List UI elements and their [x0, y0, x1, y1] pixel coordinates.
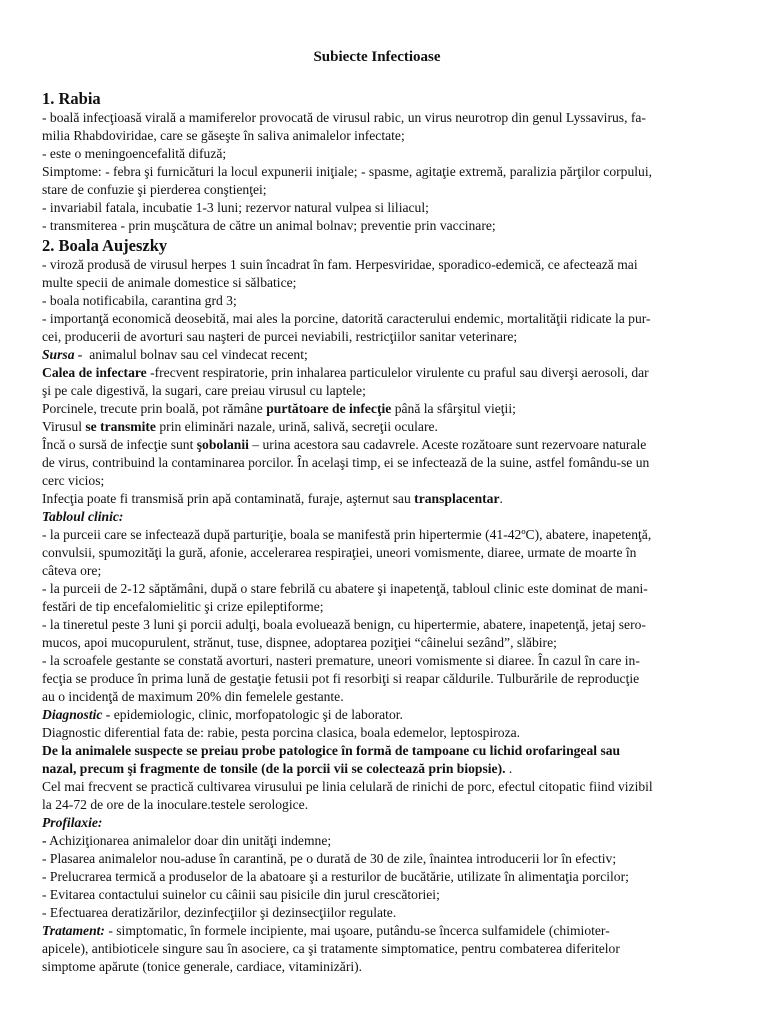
- text-line: - la scroafele gestante se constată avorturi, nasteri premature, uneori vomismente si diaree. În cazul în care in-: [42, 653, 640, 668]
- text-line: - viroză produsă de virusul herpes 1 suin încadrat în fam. Herpesviridae, sporadico-edemică, ce afectează mai: [42, 257, 638, 272]
- rabia-section-body: [42, 109, 712, 235]
- text-line: - boală infecţioasă virală a mamiferelor provocată de virusul rabic, un virus neurotrop din genul Lyssavirus, fa-: [42, 110, 646, 125]
- tratament-text: - simptomatic, în formele incipiente, mai uşoare, putându-se încerca sulfamidele (chimioter-: [104, 923, 610, 938]
- probe-line: De la animalele suspecte se preiau probe patologice în formă de tampoane cu lichid orofaringeal sau: [42, 743, 621, 758]
- transmite-bold: se transmite: [85, 419, 156, 434]
- sobolani-line: [42, 436, 712, 454]
- purtatoare-pre: Porcinele, trecute prin boală, pot rămâne: [42, 401, 267, 416]
- probe-bold: nazal, precum şi fragmente de tonsile (de la porcii vii se colectează prin biopsie).: [42, 761, 506, 776]
- profil-first-text: Achiziţionarea animalelor doar din unităţi indemne;: [46, 833, 332, 848]
- profilaxie-label: Profilaxie:: [42, 815, 103, 830]
- diagnostic-text: epidemiologic, clinic, morfopatologic şi de laborator.: [110, 707, 403, 722]
- calea-text: -frecvent respiratorie, prin inhalarea particulelor virulente cu praful sau diverşi aerosoli, dar: [146, 365, 649, 380]
- text-line: multe specii de animale domestice si sălbatice;: [42, 275, 297, 290]
- text-line: de virus, contribuind la contaminarea porcilor. În acelaşi timp, ei se infectează de la suine, astfel fomându-se un: [42, 455, 650, 470]
- sursa-text: animalul bolnav sau cel vindecat recent;: [82, 347, 308, 362]
- document-title: Subiecte Infectioase: [313, 49, 441, 65]
- text-line: - Efectuarea deratizărilor, dezinfecţiilor şi dezinsecţiilor regulate.: [42, 905, 397, 920]
- tablou-clinic-label: Tabloul clinic:: [42, 509, 124, 524]
- text-line: fecţia se produce în prima lună de gestaţie fetusii pot fi resorbiţi si reapar căldurile. Tulburările de reproducţie: [42, 671, 640, 686]
- text-line: - transmiterea - prin muşcătura de către un animal bolnav; preventie prin vaccinare;: [42, 218, 496, 233]
- diagnostic-line: [42, 706, 712, 724]
- text-line: cerc vicios;: [42, 473, 105, 488]
- text-line: - boala notificabila, carantina grd 3;: [42, 293, 237, 308]
- text-line: - Prelucrarea termică a produselor de la abatoare şi a resturilor de bucătărie, utilizate în alimentaţia porcilor;: [42, 869, 629, 884]
- sursa-label: Sursa -: [42, 347, 83, 362]
- aujeszky-section-body: [42, 256, 712, 976]
- transpl-bold: transplacentar: [414, 491, 500, 506]
- text-line: la 24-72 de ore de la inoculare.testele serologice.: [42, 797, 309, 812]
- text-line: convulsii, spumozităţi la gură, afonie, accelerarea respiraţiei, uneori vomismente, diaree, urmate de moarte în: [42, 545, 637, 560]
- text-line: - Plasarea animalelor nou-aduse în carantină, pe o durată de 30 de zile, înaintea introducerii lor în efectiv;: [42, 851, 617, 866]
- section-heading-aujeszky: 2. Boala Aujeszky: [42, 236, 168, 255]
- text-line: milia Rhabdoviridae, care se găseşte în saliva animalelor infectate;: [42, 128, 405, 143]
- text-line: - la purceii care se infectează după parturiţie, boala se manifestă prin hipertermie (41-42ºC), abatere, inapetenţă,: [42, 527, 652, 542]
- calea-label: Calea de infectare: [42, 365, 147, 380]
- sobolani-pre: Încă o sursă de infecţie sunt: [42, 437, 197, 452]
- sursa-line: [42, 346, 712, 364]
- text-line: - Evitarea contactului suinelor cu câinii sau pisicile din jurul crescătoriei;: [42, 887, 440, 902]
- purtatoare-post: până la sfârşitul vieţii;: [391, 401, 516, 416]
- text-line: - la purceii de 2-12 săptămâni, după o stare febrilă cu abatere şi inapetenţă, tabloul clinic este dominat de mani-: [42, 581, 648, 596]
- tratament-line: [42, 922, 712, 940]
- sobolani-bold: şobolanii: [196, 437, 249, 452]
- purtatoare-line: [42, 400, 712, 418]
- transmite-line: [42, 418, 712, 436]
- text-line: Cel mai frecvent se practică cultivarea virusului pe linia celulară de rinichi de porc, efectul citopatic fiind vizibil: [42, 779, 653, 794]
- text-line: festări de tip encefalomielitic şi crize epileptiforme;: [42, 599, 324, 614]
- transplacentar-line: [42, 490, 712, 508]
- purtatoare-bold: purtătoare de infecţie: [266, 401, 392, 416]
- text-line: apicele), antibioticele singure sau în asociere, ca şi tratamente simptomatice, pentru combaterea diferitelor: [42, 941, 620, 956]
- text-line: şi pe cale digestivă, la sugari, care preiau virusul cu laptele;: [42, 383, 366, 398]
- diagnostic-diferential: Diagnostic diferential fata de: rabie, pesta porcina clasica, boala edemelor, leptospiroza.: [42, 725, 521, 740]
- calea-line: [42, 364, 712, 382]
- sobolani-post: – urina acestora sau cadavrele. Aceste rozătoare sunt rezervoare naturale: [248, 437, 647, 452]
- probe-tail: .: [505, 761, 513, 776]
- profilaxie-first-line: [42, 832, 712, 850]
- text-line: Simptome: - febra şi furnicături la locul expunerii iniţiale; - spasme, agitaţie extremă, paralizia părţilor corpului,: [42, 164, 652, 179]
- transpl-post: .: [499, 491, 503, 506]
- transpl-pre: Infecţia poate fi transmisă prin apă contaminată, furaje, aşternut sau: [42, 491, 415, 506]
- text-line: au o incidenţă de maximum 20% din femelele gestante.: [42, 689, 344, 704]
- transmite-pre: Virusul: [42, 419, 86, 434]
- section-heading-rabia: 1. Rabia: [42, 89, 101, 108]
- text-line: mucos, apoi mucopurulent, strănut, tuse, dispnee, adoptarea poziţiei “câinelui sezând”, slăbire;: [42, 635, 557, 650]
- text-line: stare de confuzie şi pierderea conştienţei;: [42, 182, 267, 197]
- text-line: - importanţă economică deosebită, mai ales la porcine, datorită caracterului endemic, mortalităţii ridicate la pur-: [42, 311, 651, 326]
- text-line: câteva ore;: [42, 563, 102, 578]
- probe-line: [42, 760, 712, 778]
- diagnostic-label: Diagnostic -: [42, 707, 111, 722]
- text-line: simptome apărute (tonice generale, cardiace, vitaminizări).: [42, 959, 363, 974]
- transmite-post: prin eliminări nazale, urină, salivă, secreţii oculare.: [155, 419, 438, 434]
- profil-dash: -: [42, 833, 47, 848]
- text-line: cei, producerii de avorturi sau naşteri de purcei neviabili, restricţiilor sanitar veterinare;: [42, 329, 518, 344]
- text-line: - invariabil fatala, incubatie 1-3 luni; rezervor natural vulpea si liliacul;: [42, 200, 429, 215]
- text-line: - la tineretul peste 3 luni şi porcii adulţi, boala evoluează benign, cu hipertermie, abatere, inapetenţă, jetaj sero-: [42, 617, 646, 632]
- tratament-label: Tratament:: [42, 923, 105, 938]
- text-line: - este o meningoencefalită difuză;: [42, 146, 227, 161]
